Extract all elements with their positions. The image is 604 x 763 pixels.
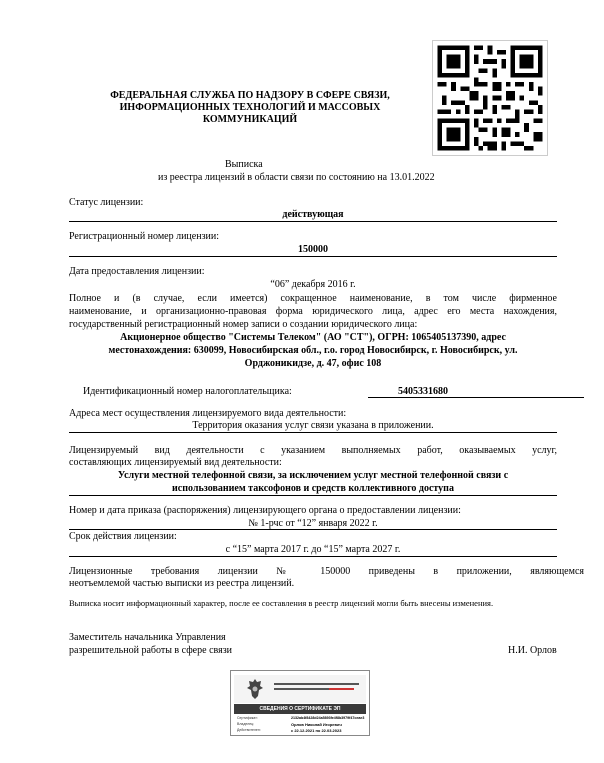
order-label: Номер и дата приказа (распоряжения) лицензирующего органа о предоставлении лицензии:	[69, 505, 461, 516]
activity-value-line-1: Услуги местной телефонной связи, за исключением услуг местной телефонной связи с	[117, 470, 509, 481]
agency-name	[100, 90, 400, 126]
stamp-cert-value: 2132ab4f8428d24a5893fe4f8b3979f47ceae3	[291, 716, 365, 720]
stamp-cert-label: Сертификат:	[237, 716, 258, 720]
inn-label: Идентификационный номер налогоплательщика:	[83, 386, 292, 397]
activity-underline	[69, 495, 557, 496]
stamp-valid-label: Действителен:	[237, 728, 261, 732]
company-value-line-2: местонахождения: 630099, Новосибирская обл., г.о. город Новосибирск, г. Новосибирск, ул.	[108, 345, 518, 356]
stamp-title: СВЕДЕНИЯ О СЕРТИФИКАТЕ ЭП	[234, 704, 366, 714]
requirements-line-1: Лицензионные требования лицензии № 150000 приведены в приложении, являющемся	[69, 566, 584, 577]
registration-label: Регистрационный номер лицензии:	[69, 231, 220, 242]
registration-value: 150000	[298, 244, 328, 255]
company-value-line-1: Акционерное общество "Системы Телеком" (АО "СТ"), ОГРН: 1065405137390, адрес	[120, 332, 506, 343]
company-value-line-3: Орджоникидзе, д. 47, офис 108	[244, 358, 382, 369]
addresses-label: Адреса мест осуществления лицензируемого вида деятельности:	[69, 408, 347, 419]
company-description-line-2: наименование, и организационно-правовая форма юридического лица, адрес его места нахождения,	[69, 306, 557, 317]
agency-line-2: ИНФОРМАЦИОННЫХ ТЕХНОЛОГИЙ И МАССОВЫХ	[119, 102, 381, 113]
inn-underline	[368, 397, 584, 398]
grant-date-label: Дата предоставления лицензии:	[69, 266, 205, 277]
status-underline	[69, 221, 557, 222]
status-value: действующая	[282, 209, 344, 220]
stamp-owner-value: Орлов Николай Игоревич	[291, 722, 342, 727]
activity-value-line-2: использованием таксофонов и средств коллективного доступа	[172, 483, 454, 494]
agency-line-3: КОММУНИКАЦИЙ	[202, 114, 298, 125]
order-underline	[69, 529, 557, 530]
order-value: № 1-рчс от “12” января 2022 г.	[248, 518, 378, 529]
registration-underline	[69, 256, 557, 257]
digital-signature-stamp	[230, 670, 370, 736]
requirements-line-2: неотъемлемой частью выписки из реестра лицензий.	[69, 578, 295, 589]
company-description-line-3: государственный регистрационный номер записи о создании юридического лица:	[69, 319, 418, 330]
inn-value: 5405331680	[398, 386, 448, 397]
activity-label-line-2: составляющих лицензируемый вид деятельности:	[69, 457, 282, 468]
validity-underline	[69, 556, 557, 557]
status-label: Статус лицензии:	[69, 197, 144, 208]
agency-line-1: ФЕДЕРАЛЬНАЯ СЛУЖБА ПО НАДЗОРУ В СФЕРЕ СВЯЗИ,	[110, 90, 390, 101]
addresses-value: Территория оказания услуг связи указана в приложении.	[192, 420, 434, 431]
extract-subtitle: из реестра лицензий в области связи по состоянию на 13.01.2022	[158, 172, 435, 183]
disclaimer: Выписка носит информационный характер, после ее составления в реестр лицензий могли быть внесены изменения.	[69, 598, 494, 608]
signatory-position-line-1: Заместитель начальника Управления	[69, 632, 226, 643]
activity-label-line-1: Лицензируемый вид деятельности с указанием выполняемых работ, оказываемых услуг,	[69, 445, 557, 456]
qr-code	[432, 40, 548, 156]
company-description-line-1: Полное и (в случае, если имеется) сокращенное наименование, в том числе фирменное	[69, 293, 557, 304]
eagle-emblem-icon	[246, 678, 264, 700]
signatory-name: Н.И. Орлов	[508, 645, 557, 656]
grant-date-value: “06” декабря 2016 г.	[270, 279, 356, 290]
validity-value: с “15” марта 2017 г. до “15” марта 2027 г.	[225, 544, 401, 555]
stamp-header	[234, 675, 366, 703]
stamp-valid-value: с 22.12.2021 по 22.03.2023	[291, 728, 342, 733]
signatory-position-line-2: разрешительной работы в сфере связи	[69, 645, 232, 656]
validity-label: Срок действия лицензии:	[69, 531, 177, 542]
stamp-owner-label: Владелец:	[237, 722, 255, 726]
addresses-underline	[69, 432, 557, 433]
extract-title: Выписка	[225, 159, 263, 170]
